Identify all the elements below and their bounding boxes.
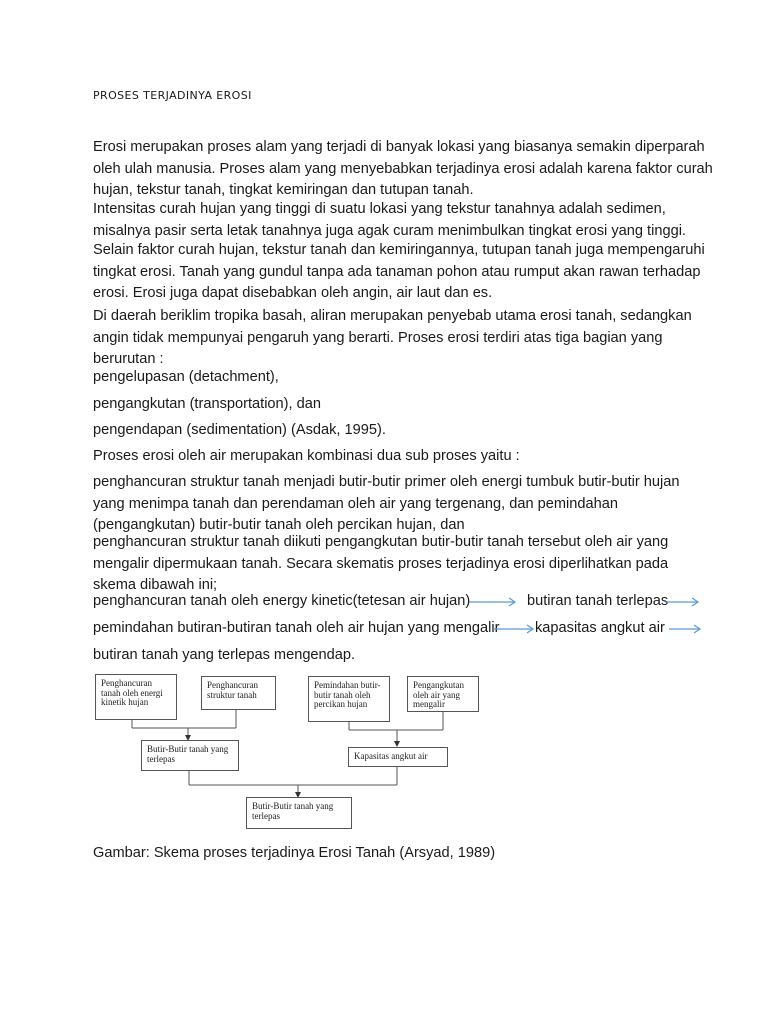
diagram-box-butir-terlepas-final: Butir-Butir tanah yang terlepas	[246, 797, 352, 829]
paragraph-sub-process-1: penghancuran struktur tanah menjadi butir-butir primer oleh energi tumbuk butir-butir hujan yang menimpa tanah dan perendaman oleh air yang tergenang, dan pemindahan (pengangkutan) butir-butir tanah oleh percikan hujan, dan	[93, 474, 680, 533]
list-item-transportation: pengangkutan (transportation), dan	[93, 396, 321, 412]
paragraph-ground-cover: Selain faktor curah hujan, tekstur tanah dan kemiringannya, tutupan tanah juga mempengaruhi tingkat erosi. Tanah yang gundul tanpa ada tanaman pohon atau rumput akan rawan terhadap erosi. Erosi juga dapat disebabkan oleh angin, air laut dan es.	[93, 242, 705, 301]
document-title: PROSES TERJADINYA EROSI	[93, 89, 252, 102]
diagram-box-pengangkutan: Pengangkutan oleh air yang mengalir	[407, 676, 479, 712]
paragraph-sub-process-2: penghancuran struktur tanah diikuti pengangkutan butir-butir tanah tersebut oleh air yang mengalir dipermukaan tanah. Secara skematis proses terjadinya erosi diperlihatkan pada skema dibawah ini;	[93, 534, 669, 593]
diagram-box-penghancuran-kinetik: Penghancuran tanah oleh energi kinetik hujan	[95, 674, 177, 720]
flow-line-2-start: pemindahan butiran-butiran tanah oleh air hujan yang mengalir	[93, 620, 500, 636]
paragraph-intensity: Intensitas curah hujan yang tinggi di suatu lokasi yang tekstur tanahnya adalah sedimen, misalnya pasir serta letak tanahnya juga agak curam menimbulkan tingkat erosi yang tinggi.	[93, 201, 686, 239]
paragraph-tropics: Di daerah beriklim tropika basah, aliran merupakan penyebab utama erosi tanah, sedangkan angin tidak mempunyai pengaruh yang berarti. Proses erosi terdiri atas tiga bagian yang berurutan :	[93, 308, 692, 367]
diagram-box-penghancuran-struktur: Penghancuran struktur tanah	[201, 676, 276, 710]
list-item-sedimentation: pengendapan (sedimentation) (Asdak, 1995).	[93, 422, 386, 438]
flow-line-3: butiran tanah yang terlepas mengendap.	[93, 647, 356, 663]
paragraph-sub-processes: Proses erosi oleh air merupakan kombinasi dua sub proses yaitu :	[93, 448, 520, 464]
paragraph-intro: Erosi merupakan proses alam yang terjadi di banyak lokasi yang biasanya semakin diperparah oleh ulah manusia. Proses alam yang menyebabkan terjadinya erosi adalah karena faktor curah hujan, tekstur tanah, tingkat kemiringan dan tutupan tanah.	[93, 139, 713, 198]
flow-line-2-end: kapasitas angkut air	[535, 620, 665, 636]
flow-line-1-start: penghancuran tanah oleh energy kinetic(tetesan air hujan)	[93, 593, 471, 609]
list-item-detachment: pengelupasan (detachment),	[93, 369, 279, 385]
diagram-box-pemindahan: Pemindahan butir-butir tanah oleh percikan hujan	[308, 676, 390, 722]
diagram-box-butir-terlepas: Butir-Butir tanah yang terlepas	[141, 740, 239, 771]
diagram-box-kapasitas-angkut: Kapasitas angkut air	[348, 747, 448, 767]
figure-caption: Gambar: Skema proses terjadinya Erosi Tanah (Arsyad, 1989)	[93, 845, 496, 861]
flow-line-1-end: butiran tanah terlepas	[527, 593, 669, 609]
